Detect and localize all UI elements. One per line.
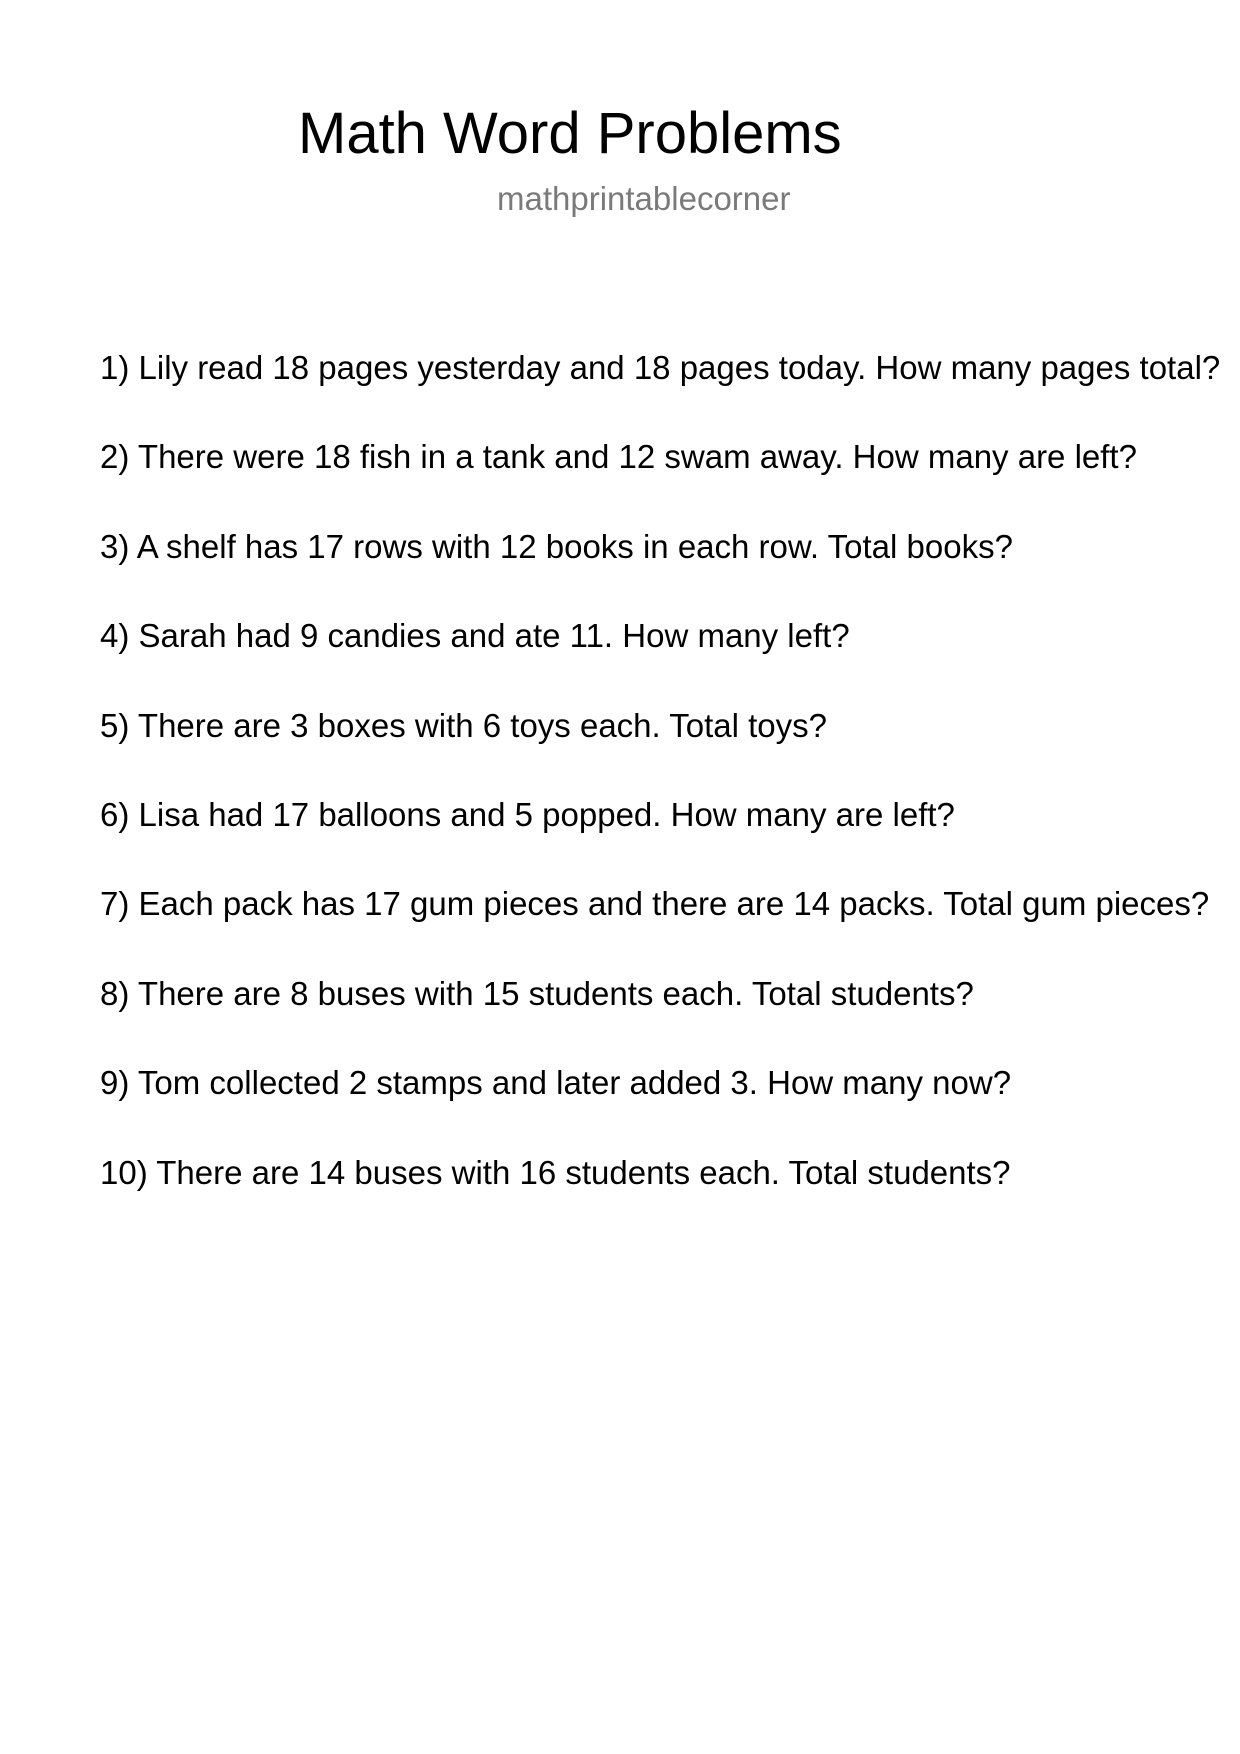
problem-item: 10) There are 14 buses with 16 students each. Total students? [100, 1153, 1011, 1191]
problem-item: 1) Lily read 18 pages yesterday and 18 pages today. How many pages total? [100, 349, 1221, 386]
problem-item: 9) Tom collected 2 stamps and later added 3. How many now? [100, 1064, 1012, 1102]
problem-list [100, 344, 1240, 1238]
problem-item: 6) Lisa had 17 balloons and 5 popped. How many are left? [100, 795, 955, 833]
problem-item: 8) There are 8 buses with 15 students each. Total students? [100, 974, 974, 1012]
problem-item: 4) Sarah had 9 candies and ate 11. How many left? [100, 617, 850, 655]
page-subtitle: mathprintablecorner [497, 180, 791, 217]
problem-item: 2) There were 18 fish in a tank and 12 swam away. How many are left? [100, 438, 1137, 476]
problem-item: 3) A shelf has 17 rows with 12 books in each row. Total books? [100, 527, 1013, 565]
page-title: Math Word Problems [298, 101, 842, 166]
problem-item: 5) There are 3 boxes with 6 toys each. Total toys? [100, 706, 828, 744]
problem-item: 7) Each pack has 17 gum pieces and there are 14 packs. Total gum pieces? [100, 885, 1210, 923]
